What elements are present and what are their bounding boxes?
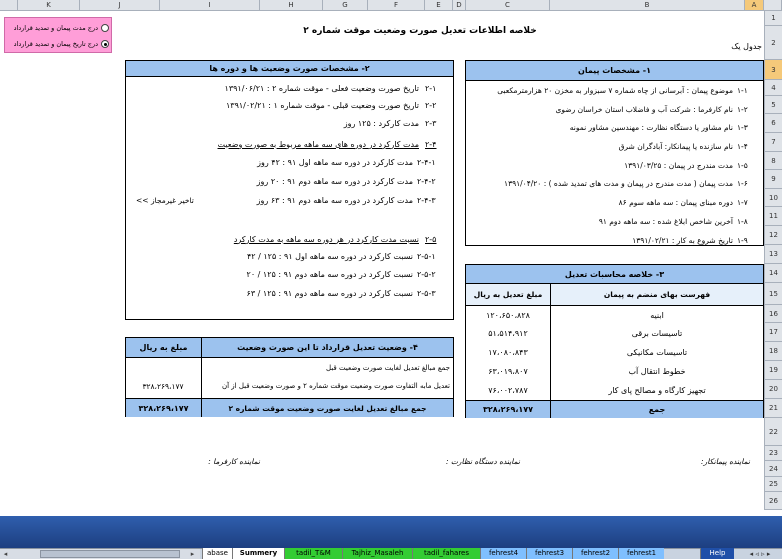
row-header[interactable]: 22: [764, 418, 782, 446]
column-header-b[interactable]: B: [550, 0, 745, 11]
section1-row-text: نام کارفرما : شرکت آب و فاضلاب استان خراسان رضوی: [555, 104, 733, 114]
sheet-tab[interactable]: fehrest1: [618, 548, 664, 559]
radio-option-label: درج تاریخ پیمان و تمدید قرارداد: [13, 40, 98, 48]
section4-header: ۴- وضعیت تعدیل قرارداد تا این صورت وضعیت: [237, 343, 418, 352]
adjustment-summary-box: [465, 264, 764, 418]
row-header[interactable]: 19: [764, 361, 782, 380]
radio-option-label: درج مدت پیمان و تمدید قرارداد: [13, 24, 98, 32]
row-header[interactable]: 4: [764, 80, 782, 96]
section4-col-amount: مبلغ به ریال: [139, 343, 188, 352]
row-header[interactable]: 8: [764, 152, 782, 170]
section4-total-label: جمع مبالغ تعدیل لغایت صورت وضعیت موقت شماره ۲: [228, 403, 427, 413]
section2-sub5-row-text: نسبت کارکرد در دوره سه ماهه دوم ۹۱ : ۱۲۵ / ۶۳: [246, 288, 413, 298]
sheet-tab[interactable]: fehrest2: [572, 548, 618, 559]
row-header[interactable]: 15: [764, 283, 782, 305]
sheet-tab[interactable]: fehrest4: [480, 548, 526, 559]
row-header[interactable]: 1: [764, 11, 782, 26]
row-header[interactable]: 12: [764, 226, 782, 245]
section3-row-item: خطوط انتقال آب: [628, 366, 686, 376]
column-header-d[interactable]: D: [453, 0, 466, 11]
row-header-corner[interactable]: [764, 0, 782, 11]
sheet-tab[interactable]: fehrest3: [526, 548, 572, 559]
section1-row-number: ۱-۹: [737, 235, 748, 245]
total-amount: ۳۲۸،۲۶۹،۱۷۷: [482, 405, 534, 414]
column-header-e[interactable]: E: [425, 0, 453, 11]
section1-row-number: ۱-۵: [737, 160, 748, 170]
sheet-tab[interactable]: tadil_fahares: [412, 548, 480, 559]
select-all-corner[interactable]: [0, 0, 18, 11]
section1-row-text: آخرین شاخص ابلاغ شده : سه ماهه دوم ۹۱: [598, 216, 733, 226]
section1-header: ۱- مشخصات پیمان: [466, 61, 763, 81]
section2-sub5-row-number: ۲-۵-۳: [417, 288, 436, 298]
section4-total-row: [126, 398, 453, 417]
section1-row-text: تاریخ شروع به کار : ۱۳۹۱/۰۲/۲۱: [632, 235, 733, 245]
delay-link[interactable]: << تاخیر غیرمجاز: [136, 195, 194, 205]
page-title: خلاصه اطلاعات تعدیل صورت وضعیت موقت شماره ۲: [303, 26, 537, 36]
section2-row-text: تاریخ صورت وضعیت قبلی - موقت شماره ۱ : ۱۳۹۱/۰۲/۲۱: [225, 100, 419, 110]
section1-row-text: دوره مبنای پیمان : سه ماهه سوم ۸۶: [618, 197, 733, 207]
section3-row-item: ابنیه: [650, 310, 664, 320]
column-header-k[interactable]: K: [18, 0, 80, 11]
contract-status-box: [125, 337, 454, 417]
section2-sub5-title: نسبت مدت کارکرد در هر دوره سه ماهه به مدت کارکرد: [233, 234, 419, 244]
section1-row-number: ۱-۴: [737, 141, 748, 151]
sheet-tab[interactable]: abase: [202, 548, 232, 559]
section3-header: ۳- خلاصه محاسبات تعدیل: [466, 265, 763, 284]
row-header[interactable]: 17: [764, 323, 782, 342]
radio-button-selected-icon[interactable]: [101, 40, 109, 48]
section3-column-headers: [466, 284, 763, 306]
section3-row-amount: ۵۱،۵۱۴،۹۱۲: [488, 328, 528, 338]
section3-row-item: تاسیسات برقی: [631, 328, 683, 338]
sheet-tab[interactable]: tadil_T&M: [284, 548, 342, 559]
row-header[interactable]: 3: [764, 60, 782, 80]
section1-row-number: ۱-۶: [737, 178, 748, 188]
section4-header-row: [126, 338, 453, 358]
column-header-i[interactable]: I: [160, 0, 260, 11]
row-header[interactable]: 5: [764, 96, 782, 114]
section2-row-number: ۲-۱: [425, 83, 437, 93]
section4-total-amount: ۳۲۸،۲۶۹،۱۷۷: [138, 403, 189, 413]
section2-row-text: تاریخ صورت وضعیت فعلی - موقت شماره ۲ : ۱۳۹۱/۰۶/۲۱: [224, 83, 419, 93]
column-header-j[interactable]: J: [80, 0, 160, 11]
section1-row-number: ۱-۲: [737, 104, 748, 114]
section2-sub4-row-text: مدت کارکرد در دوره سه ماهه دوم ۹۱ : ۲۰ روز: [256, 176, 413, 186]
status-band: [0, 516, 782, 548]
section3-row-item: تجهیز کارگاه و مصالح پای کار: [608, 385, 706, 395]
section3-row-amount: ۶۳،۰۱۹،۸۰۷: [488, 366, 528, 376]
section2-sub4-row-number: ۲-۴-۳: [417, 195, 436, 205]
statement-spec-box: [125, 60, 454, 320]
section2-header: ۲- مشخصات صورت وضعیت ها و دوره ها: [126, 61, 453, 77]
radio-option-date[interactable]: [9, 38, 109, 50]
section3-row-amount: ۱۷،۰۸۰،۸۴۳: [488, 347, 528, 357]
column-header-f[interactable]: F: [368, 0, 425, 11]
section2-row-number: ۲-۳: [425, 118, 437, 128]
section2-sub4-row-number: ۲-۴-۲: [417, 176, 436, 186]
section2-sub4-row-text: مدت کارکرد در دوره سه ماهه اول ۹۱ : ۴۲ روز: [257, 157, 413, 167]
section2-sub5-row-number: ۲-۵-۱: [417, 251, 436, 261]
section3-row-item: تاسیسات مکانیکی: [626, 347, 688, 357]
row-header[interactable]: 24: [764, 461, 782, 477]
column-header-h[interactable]: H: [260, 0, 323, 11]
horizontal-scrollbar[interactable]: [0, 548, 200, 559]
row-header[interactable]: 7: [764, 133, 782, 152]
section4-row-amount: [128, 360, 198, 376]
radio-option-duration[interactable]: [9, 22, 109, 34]
row-header[interactable]: 10: [764, 189, 782, 207]
section2-sub4-number: ۲-۴: [425, 139, 437, 149]
row-header[interactable]: 11: [764, 207, 782, 226]
sheet-tab-active[interactable]: Summery: [232, 548, 284, 559]
row-header[interactable]: 9: [764, 170, 782, 189]
row-header[interactable]: 16: [764, 305, 782, 323]
scroll-right-icon[interactable]: ▸: [190, 550, 195, 558]
section1-row-text: نام سازنده یا پیمانکار: آبادگران شرق: [618, 141, 733, 151]
section1-row-text: مدت پیمان ( مدت مندرج در پیمان و مدت های تمدید شده ) : ۱۳۹۱/۰۴/۲۰: [504, 178, 733, 188]
section1-row-number: ۱-۱: [737, 85, 748, 95]
section4-row-label: تعدیل مابه التفاوت صورت وضعیت موقت شماره ۲ و صورت وضعیت قبل از آن: [221, 382, 450, 390]
section2-sub5-number: ۲-۵: [425, 234, 437, 244]
section2-sub4-row-number: ۲-۴-۱: [417, 157, 436, 167]
radio-button-icon[interactable]: [101, 24, 109, 32]
row-header[interactable]: 26: [764, 492, 782, 510]
col-price-list: فهرست بهای منضم به پیمان: [603, 290, 711, 299]
row-header[interactable]: 18: [764, 342, 782, 361]
col-adjustment-amount: مبلغ تعدیل به ریال: [473, 290, 543, 299]
signature-employer: نماینده کارفرما :: [208, 457, 260, 466]
section4-row-label: جمع مبالغ تعدیل لغایت صورت وضعیت قبل: [326, 364, 450, 372]
scroll-thumb[interactable]: [40, 550, 180, 558]
row-header[interactable]: 20: [764, 380, 782, 399]
total-label: جمع: [648, 405, 666, 414]
row-header[interactable]: 23: [764, 446, 782, 461]
section1-row-number: ۱-۷: [737, 197, 748, 207]
row-header[interactable]: 6: [764, 114, 782, 133]
row-header[interactable]: 21: [764, 399, 782, 418]
row-header[interactable]: 25: [764, 477, 782, 492]
tab-scroll-arrows[interactable]: ◂ ◃ ▹ ▸: [749, 550, 771, 558]
scroll-left-icon[interactable]: ◂: [3, 550, 8, 558]
row-header[interactable]: 14: [764, 264, 782, 283]
section2-sub5-row-text: نسبت کارکرد در دوره سه ماهه اول ۹۱ : ۱۲۵ / ۴۲: [247, 251, 413, 261]
section2-sub5-row-number: ۲-۵-۲: [417, 269, 436, 279]
section1-row-number: ۱-۸: [737, 216, 748, 226]
signature-contractor: نماینده پیمانکار:: [701, 457, 750, 466]
column-header-a[interactable]: A: [745, 0, 764, 11]
signature-supervisor: نماینده دستگاه نظارت :: [445, 457, 520, 466]
section3-total-row: [466, 400, 763, 418]
column-header-g[interactable]: G: [323, 0, 368, 11]
section1-row-number: ۱-۳: [737, 122, 748, 132]
contract-spec-box: [465, 60, 764, 246]
table-label: جدول یک: [731, 42, 762, 51]
sheet-tab[interactable]: Help: [700, 548, 734, 559]
radio-group-panel: [4, 17, 112, 53]
section2-row-number: ۲-۲: [425, 100, 437, 110]
row-header[interactable]: 2: [764, 26, 782, 60]
row-header[interactable]: 13: [764, 245, 782, 264]
section1-row-text: مدت مندرج در پیمان : ۱۳۹۱/۰۳/۲۵: [624, 160, 733, 170]
section3-row-amount: ۷۶،۰۰۲،۷۸۷: [488, 385, 528, 395]
section2-row-text: مدت کارکرد : ۱۲۵ روز: [343, 118, 419, 128]
section4-row-amount: ۳۲۸،۲۶۹،۱۷۷: [142, 381, 184, 391]
section2-sub5-row-text: نسبت کارکرد در دوره سه ماهه دوم ۹۱ : ۱۲۵ / ۲۰: [246, 269, 413, 279]
section1-row-text: موضوع پیمان : آبرسانی از چاه شماره ۷ سبزوار به مخزن ۲۰ هزارمترمکعبی: [497, 85, 733, 95]
sheet-tab[interactable]: Tajhiz_Masaleh: [342, 548, 412, 559]
column-header-c[interactable]: C: [466, 0, 550, 11]
section1-row-text: نام مشاور یا دستگاه نظارت : مهندسین مشاور نمونه: [569, 122, 733, 132]
section2-sub4-row-text: مدت کارکرد در دوره سه ماهه دوم ۹۱ : ۶۳ روز: [256, 195, 413, 205]
section2-sub4-title: مدت کارکرد در دوره های سه ماهه مربوط به صورت وضعیت: [217, 139, 419, 149]
section3-row-amount: ۱۲۰،۶۵۰،۸۲۸: [486, 310, 530, 320]
